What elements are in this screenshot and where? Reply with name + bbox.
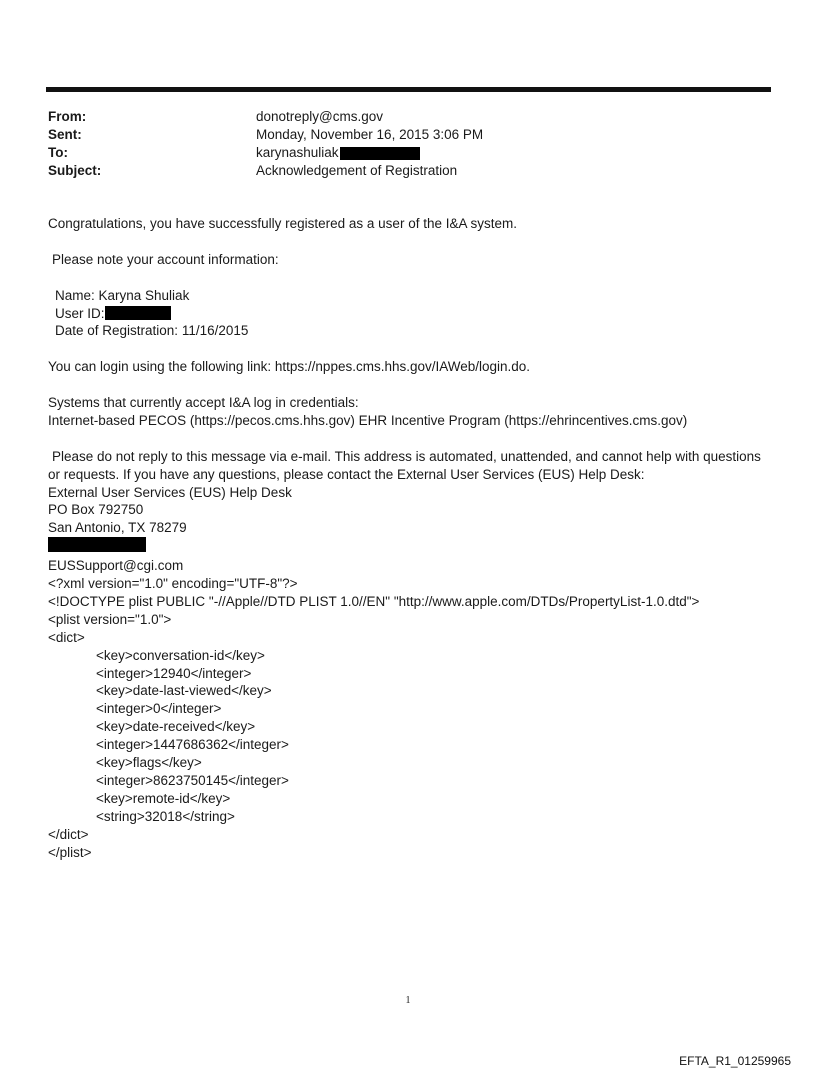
dict-open: <dict> — [48, 629, 85, 645]
xml-line: <integer>1447686362</integer> — [96, 737, 289, 753]
xml-line: <key>date-last-viewed</key> — [96, 683, 272, 699]
redaction-box — [48, 537, 146, 552]
login-line: You can login using the following link: https://nppes.cms.hhs.gov/IAWeb/login.do. — [48, 359, 531, 375]
email-body — [48, 215, 773, 862]
subject-label: Subject: — [48, 163, 102, 178]
po-box: PO Box 792750 — [48, 502, 144, 518]
email-header — [48, 108, 768, 180]
plist-close: </plist> — [48, 844, 92, 860]
to-row — [48, 144, 768, 162]
xml-line: <key>date-received</key> — [96, 719, 256, 735]
congrats-line: Congratulations, you have successfully registered as a user of the I&A system. — [48, 216, 517, 231]
helpdesk-name: External User Services (EUS) Help Desk — [48, 484, 292, 500]
sent-value: Monday, November 16, 2015 3:06 PM — [256, 127, 484, 142]
city-line: San Antonio, TX 78279 — [48, 520, 187, 536]
xml-decl: <?xml version="1.0" encoding="UTF-8"?> — [48, 576, 298, 592]
to-value-wrap — [256, 144, 768, 162]
xml-line: <integer>0</integer> — [96, 701, 222, 717]
sent-row — [48, 126, 768, 144]
from-row — [48, 108, 768, 126]
donot-reply-line-2: or requests. If you have any questions, please contact the External User Services (EUS) Help Desk: — [48, 466, 645, 482]
systems-intro: Systems that currently accept I&A log in credentials: — [48, 395, 359, 410]
phone-line — [48, 537, 773, 557]
to-label: To: — [48, 145, 68, 160]
name-line: Name: Karyna Shuliak — [55, 287, 190, 303]
document-id: EFTA_R1_01259965 — [679, 1054, 791, 1068]
userid-line — [48, 305, 773, 323]
dict-close: </dict> — [48, 826, 89, 842]
userid-label: User ID: — [55, 305, 105, 321]
xml-line: <key>flags</key> — [96, 755, 202, 771]
redaction-box — [105, 306, 171, 320]
date-line: Date of Registration: 11/16/2015 — [55, 323, 249, 339]
sent-label: Sent: — [48, 127, 82, 142]
plist-open: <plist version="1.0"> — [48, 611, 172, 627]
donot-reply-line-1: Please do not reply to this message via e-mail. This address is automated, unattended, and cannot help with questions — [52, 448, 761, 464]
redaction-box — [340, 147, 420, 160]
subject-value: Acknowledgement of Registration — [256, 163, 458, 178]
from-value: donotreply@cms.gov — [256, 109, 384, 124]
subject-row — [48, 162, 768, 180]
xml-line: <string>32018</string> — [96, 808, 235, 824]
page-number: 1 — [405, 995, 411, 1006]
systems-list: Internet-based PECOS (https://pecos.cms.hhs.gov) EHR Incentive Program (https://ehrincentives.cms.gov) — [48, 412, 688, 428]
xml-line: <key>remote-id</key> — [96, 790, 231, 806]
to-value: karynashuliak — [256, 145, 339, 160]
note-line: Please note your account information: — [52, 251, 279, 267]
support-email: EUSSupport@cgi.com — [48, 558, 184, 574]
xml-line: <integer>12940</integer> — [96, 665, 252, 681]
from-label: From: — [48, 109, 87, 124]
xml-doctype: <!DOCTYPE plist PUBLIC "-//Apple//DTD PLIST 1.0//EN" "http://www.apple.com/DTDs/PropertyList-1.0.dtd"> — [48, 593, 700, 609]
xml-line: <integer>8623750145</integer> — [96, 773, 289, 789]
header-rule — [46, 87, 771, 92]
xml-line: <key>conversation-id</key> — [96, 647, 265, 663]
